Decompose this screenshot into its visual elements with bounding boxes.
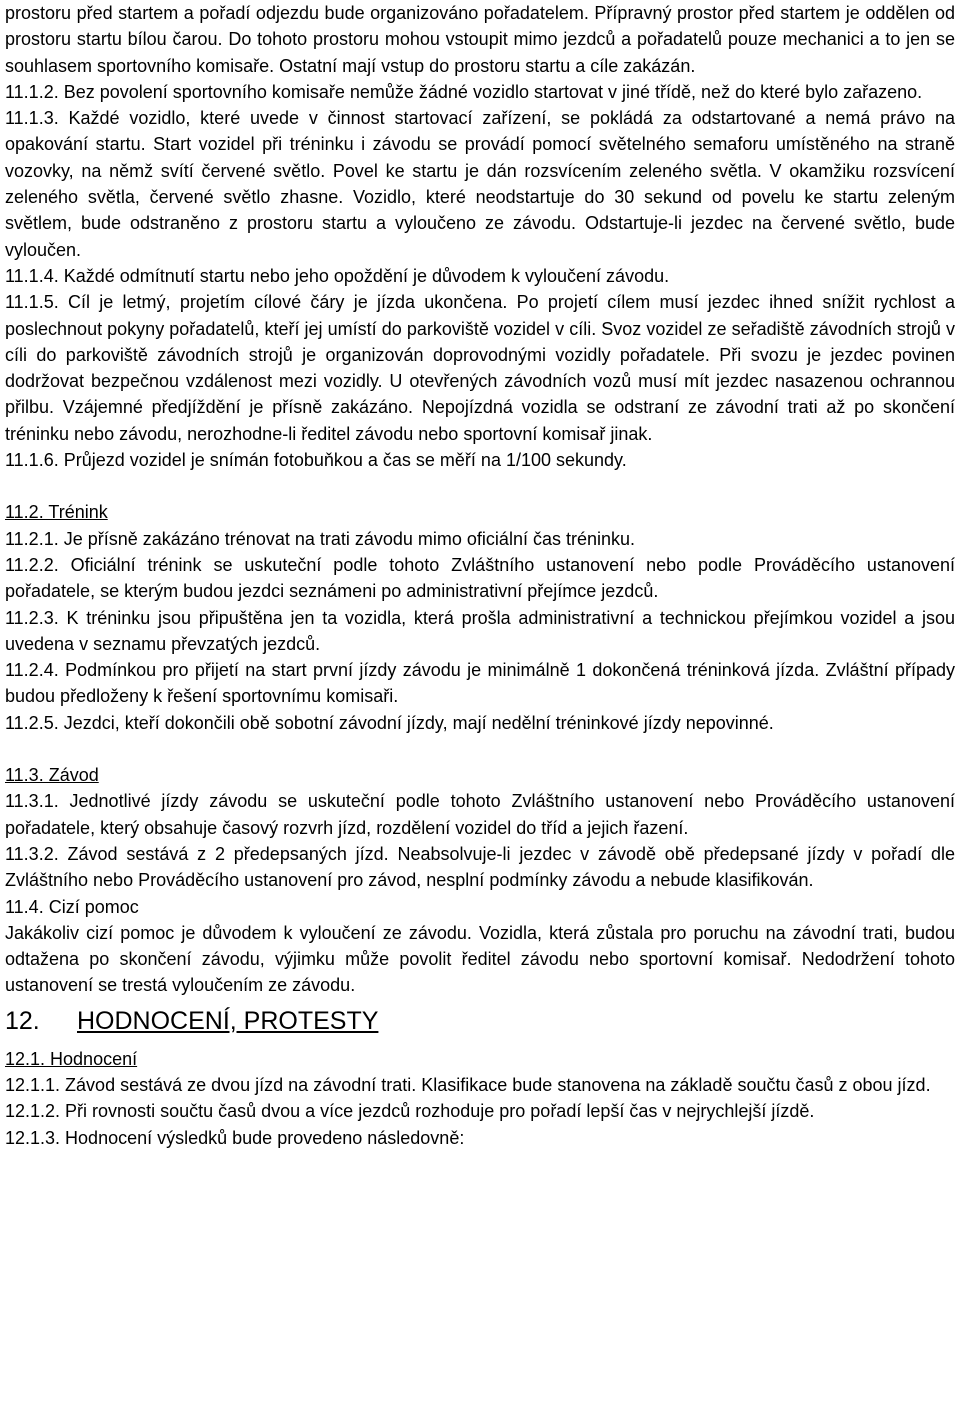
paragraph-start-area: prostoru před startem a pořadí odjezdu bude organizováno pořadatelem. Přípravný prostor před startem je oddělen od prostoru startu bílou čarou. Do tohoto prostoru mohou vstoupit mimo jezdců a pořadatelů pouze mechanici a to jen se souhlasem sportovního komisaře. Ostatní mají vstup do prostoru startu a cíle zakázán. [5, 3, 955, 76]
paragraph-11-1-2: 11.1.2. Bez povolení sportovního komisaře nemůže žádné vozidlo startovat v jiné třídě, než do které bylo zařazeno. [5, 81, 923, 102]
paragraph-11-4: Jakákoliv cizí pomoc je důvodem k vyloučení ze závodu. Vozidla, která zůstala pro poruchu na závodní trati, budou odtažena po skončení závodu, výjimku může povolit ředitel závodu nebo sportovní komisař. Nedodržení tohoto ustanovení se trestá vyloučením ze závodu. [5, 922, 955, 996]
paragraph-11-1-6: 11.1.6. Průjezd vozidel je snímán fotobuňkou a čas se měří na 1/100 sekundy. [5, 450, 627, 471]
heading-11-3: 11.3. Závod [5, 765, 99, 786]
paragraph-11-2-2: 11.2.2. Oficiální trénink se uskuteční podle tohoto Zvláštního ustanovení nebo podle Prováděcího ustanovení pořadatele, se kterým budou jezdci seznámeni po administrativní přejímce jezdců. [5, 554, 955, 602]
chapter-heading-12 [5, 999, 955, 1046]
heading-11-2: 11.2. Trénink [5, 502, 108, 523]
paragraph-11-1-4: 11.1.4. Každé odmítnutí startu nebo jeho opoždění je důvodem k vyloučení závodu. [5, 265, 670, 286]
paragraph-11-2-4: 11.2.4. Podmínkou pro přijetí na start první jízdy závodu je minimálně 1 dokončená tréninková jízda. Zvláštní případy budou předloženy k řešení sportovnímu komisaři. [5, 660, 955, 707]
paragraph-11-3-2: 11.3.2. Závod sestává z 2 předepsaných jízd. Neabsolvuje-li jezdec v závodě obě předepsané jízdy v pořadí dle Zvláštního nebo Prováděcího ustanovení pro závod, nesplní podmínky závodu a nebude klasifikován. [5, 843, 955, 891]
spacer [5, 473, 955, 499]
paragraph-12-1-3: 12.1.3. Hodnocení výsledků bude provedeno následovně: [5, 1127, 465, 1148]
paragraph-11-1-5: 11.1.5. Cíl je letmý, projetím cílové čáry je jízda ukončena. Po projetí cílem musí jezdec ihned snížit rychlost a poslechnout pokyny pořadatelů, kteří jej umístí do parkoviště vozidel v cíli. Svoz vozidel ze seřadiště závodních strojů v cíli do parkoviště závodních strojů je organizován doprovodnými vozidly pořadatele. Při svozu je jezdec povinen dodržovat bezpečnou vzdálenost mezi vozidly. U otevřených závodních vozů musí mít jezdec nasazenou ochrannou přilbu. Vzájemné předjíždění je přísně zakázáno. Nepojízdná vozidla se odstraní ze závodní trati až po skončení tréninku nebo závodu, nerozhodne-li ředitel závodu nebo sportovní komisař jinak. [5, 292, 955, 444]
paragraph-12-1-1: 12.1.1. Závod sestává ze dvou jízd na závodní trati. Klasifikace bude stanovena na základě součtu časů z obou jízd. [5, 1074, 931, 1095]
paragraph-12-1-2: 12.1.2. Při rovnosti součtu časů dvou a více jezdců rozhoduje pro pořadí lepší čas v nejrychlejší jízdě. [5, 1101, 815, 1122]
heading-12-1: 12.1. Hodnocení [5, 1048, 138, 1069]
paragraph-11-2-1: 11.2.1. Je přísně zakázáno trénovat na trati závodu mimo oficiální čas tréninku. [5, 528, 635, 549]
paragraph-11-2-3: 11.2.3. K tréninku jsou připuštěna jen ta vozidla, která prošla administrativní a technickou přejímkou vozidel a jsou uvedena v seznamu převzatých jezdců. [5, 607, 955, 654]
chapter-title: HODNOCENÍ, PROTESTY [77, 1006, 379, 1035]
paragraph-11-2-5: 11.2.5. Jezdci, kteří dokončili obě sobotní závodní jízdy, mají nedělní tréninkové jízdy nepovinné. [5, 712, 774, 733]
paragraph-11-3-1: 11.3.1. Jednotlivé jízdy závodu se uskuteční podle tohoto Zvláštního ustanovení nebo Prováděcího ustanovení pořadatele, který obsahuje časový rozvrh jízd, rozdělení vozidel do tříd a jejich řazení. [5, 791, 955, 838]
chapter-number: 12. [5, 1006, 40, 1035]
spacer [5, 736, 955, 762]
paragraph-11-1-3: 11.1.3. Každé vozidlo, které uvede v činnost startovací zařízení, se pokládá za odstartované a nemá právo na opakování startu. Start vozidel při tréninku i závodu se provádí pomocí světelného semaforu umístěného na straně vozovky, na němž svítí červené světlo. Povel ke startu je dán rozsvícením zeleného světla. V okamžiku rozsvícení zeleného světla, červené světlo zhasne. Vozidlo, které neodstartuje do 30 sekund od povelu ke startu zeleným světlem, bude odstraněno z prostoru startu a vyloučeno ze závodu. Odstartuje-li jezdec na červené světlo, bude vyloučen. [5, 108, 955, 260]
heading-11-4: 11.4. Cizí pomoc [5, 896, 139, 917]
